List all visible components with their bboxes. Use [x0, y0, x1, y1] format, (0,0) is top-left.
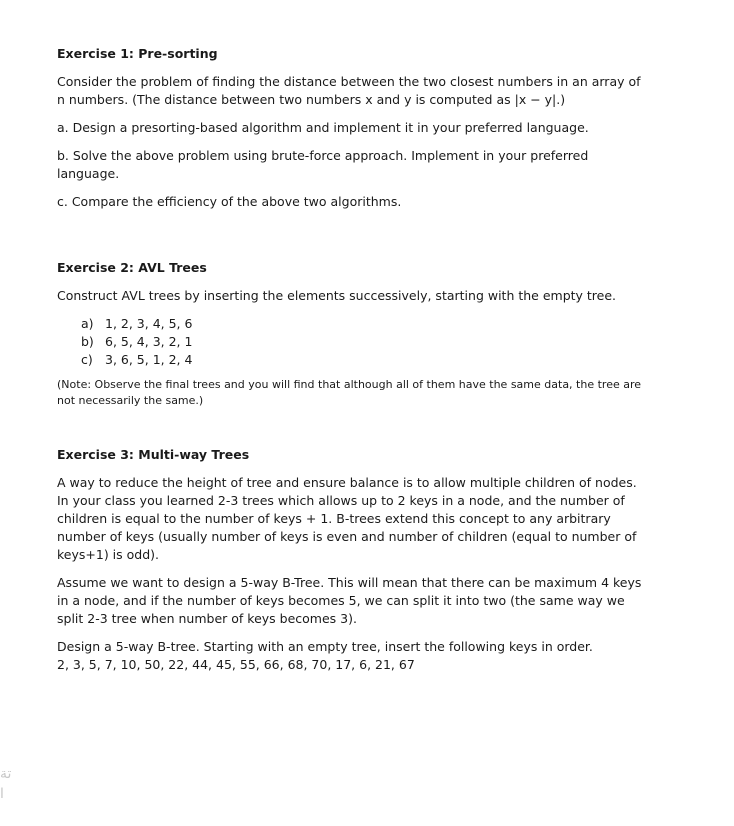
list-item — [81, 333, 647, 351]
exercise-2-note: (Note: Observe the final trees and you will find that although all of them have the same data, the tree are not necessarily the same.) — [57, 378, 642, 407]
exercise-1-part-a: a. Design a presorting-based algorithm and implement it in your preferred language. — [57, 120, 589, 135]
list-item-text: 1, 2, 3, 4, 5, 6 — [105, 316, 193, 331]
list-item-label: b) — [81, 334, 94, 349]
exercise-2-intro: Construct AVL trees by inserting the elements successively, starting with the empty tree. — [57, 288, 617, 303]
exercise-1-part-c: c. Compare the efficiency of the above two algorithms. — [57, 194, 402, 209]
list-item — [81, 315, 647, 333]
exercise-1-title: Exercise 1: Pre-sorting — [57, 46, 218, 61]
section-gap — [57, 221, 647, 259]
document-page — [57, 45, 647, 684]
exercise-3-title: Exercise 3: Multi-way Trees — [57, 447, 250, 462]
margin-glyph: تة — [0, 766, 12, 782]
margin-glyph: ا — [0, 786, 4, 802]
list-item-text: 6, 5, 4, 3, 2, 1 — [105, 334, 193, 349]
section-gap — [57, 409, 647, 446]
list-item-text: 3, 6, 5, 1, 2, 4 — [105, 352, 193, 367]
list-item-label: a) — [81, 316, 94, 331]
exercise-1-intro: Consider the problem of finding the distance between the two closest numbers in an array of n numbers. (The distance between two numbers x and y is computed as |x − y|.) — [57, 74, 641, 107]
exercise-3-paragraph-3: Design a 5-way B-tree. Starting with an empty tree, insert the following keys in order. — [57, 639, 593, 654]
exercise-3-paragraph-1: A way to reduce the height of tree and ensure balance is to allow multiple children of nodes. In your class you learned 2-3 trees which allows up to 2 keys in a node, and the number of children is equal to the number of keys + 1. B-trees extend this concept to any arbitrary number of keys (usually number of keys is even and number of children (equal to number of keys+1) is odd). — [57, 475, 637, 562]
exercise-2-title: Exercise 2: AVL Trees — [57, 260, 207, 275]
avl-sequence-list — [57, 315, 647, 369]
exercise-2 — [57, 259, 647, 409]
list-item-label: c) — [81, 352, 93, 367]
list-item — [81, 351, 647, 369]
exercise-3-keys: 2, 3, 5, 7, 10, 50, 22, 44, 45, 55, 66, 68, 70, 17, 6, 21, 67 — [57, 657, 415, 672]
exercise-1-part-b: b. Solve the above problem using brute-force approach. Implement in your preferred language. — [57, 148, 589, 181]
exercise-3 — [57, 446, 647, 674]
exercise-3-paragraph-2: Assume we want to design a 5-way B-Tree. This will mean that there can be maximum 4 keys in a node, and if the number of keys becomes 5, we can split it into two (the same way we split 2-3 tree when number of keys becomes 3). — [57, 575, 642, 626]
exercise-1 — [57, 45, 647, 211]
